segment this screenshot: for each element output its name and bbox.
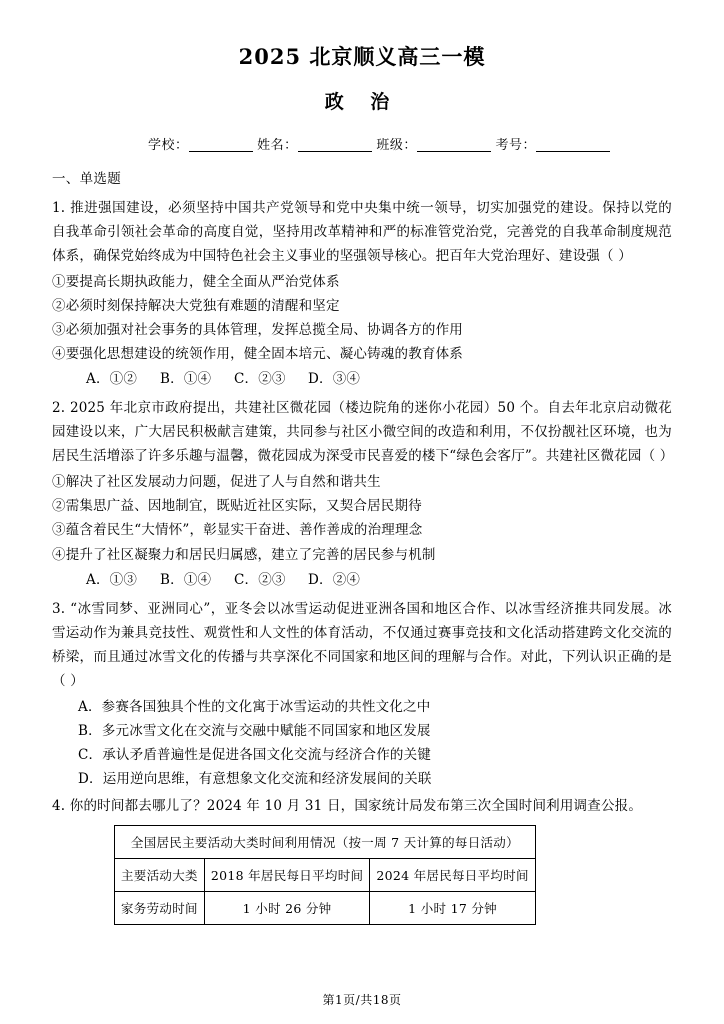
question-item: ②必须时刻保持解决大党独有难题的清醒和坚定 — [52, 298, 340, 315]
question-2 — [52, 396, 672, 592]
table-cell: 1 小时 17 分钟 — [370, 891, 536, 924]
question-text: 你的时间都去哪儿了？2024 年 10 月 31 日，国家统计局发布第三次全国时间利用调查公报。 — [69, 797, 643, 814]
question-item: ④提升了社区凝聚力和居民归属感，建立了完善的居民参与机制 — [52, 546, 436, 563]
question-number: 2. — [52, 400, 66, 417]
table-row — [115, 858, 536, 891]
question-stem — [52, 396, 672, 468]
question-number: 1. — [52, 199, 66, 216]
page-title: 2025 北京顺义高三一模 — [238, 44, 486, 69]
choice-c[interactable]: C．承认矛盾普遍性是促进各国文化交流与经济合作的关键 — [78, 746, 432, 763]
question-stem — [52, 794, 672, 818]
question-item: ①解决了社区发展动力问题，促进了人与自然和谐共生 — [52, 474, 381, 491]
answer-choices — [52, 366, 672, 392]
choice-b[interactable]: B．多元冰雪文化在交流与交融中赋能不同国家和地区发展 — [78, 722, 431, 739]
choice-d[interactable]: D．②④ — [308, 571, 361, 588]
choice-a[interactable]: A．①② — [86, 371, 138, 388]
name-label: 姓名： — [257, 137, 298, 153]
question-item: ④要强化思想建设的统领作用，健全固本培元、凝心铸魂的教育体系 — [52, 346, 463, 363]
choice-a[interactable]: A．①③ — [86, 571, 138, 588]
question-text: “冰雪同梦、亚洲同心”，亚冬会以冰雪运动促进亚洲各国和地区合作、以冰雪经济推共同发展。冰雪运动作为兼具竞技性、观赏性和人文性的体育活动，不仅通过赛事竞技和文化活动搭建跨文化交流的桥梁，而且通过冰雪文化的传播与共享深化不同国家和地区间的理解与合作。对此，下列认识正确的是（ ） — [52, 600, 672, 689]
question-item: ②需集思广益、因地制宜，既贴近社区实际，又契合居民期待 — [52, 498, 422, 515]
choice-b[interactable]: B．①④ — [160, 371, 212, 388]
school-field[interactable] — [189, 136, 253, 152]
question-item: ③必须加强对社会事务的具体管理，发挥总揽全局、协调各方的作用 — [52, 322, 463, 339]
question-4 — [52, 794, 672, 925]
choice-b[interactable]: B．①④ — [160, 571, 212, 588]
page-footer: 第1页/共18页 — [322, 993, 402, 1007]
choice-c[interactable]: C．②③ — [234, 571, 286, 588]
table-header-cell: 2024 年居民每日平均时间 — [370, 858, 536, 891]
student-info-line — [52, 134, 672, 153]
question-item: ①要提高长期执政能力，健全全面从严治党体系 — [52, 274, 340, 291]
table-caption: 全国居民主要活动大类时间利用情况（按一周 7 天计算的每日活动） — [115, 825, 536, 858]
class-field[interactable] — [417, 136, 491, 152]
question-3 — [52, 597, 672, 791]
choice-a[interactable]: A．参赛各国独具个性的文化寓于冰雪运动的共性文化之中 — [78, 698, 431, 715]
question-text: 2025 年北京市政府提出，共建社区微花园（楼边院角的迷你小花园）50 个。自去年北京启动微花园建设以来，广大居民积极献言建策，共同参与社区小微空间的改造和利用，不仅扮靓社区环境，也为居民生活增添了许多乐趣与温馨，微花园成为深受市民喜爱的楼下“绿色会客厅”。共建社区微花园（ ） — [52, 400, 674, 465]
school-label: 学校： — [148, 137, 189, 153]
choice-d[interactable]: D．③④ — [308, 371, 361, 388]
class-label: 班级： — [376, 137, 417, 153]
question-1 — [52, 196, 672, 392]
answer-choices — [52, 567, 672, 593]
table-row — [115, 825, 536, 858]
table-cell: 1 小时 26 分钟 — [204, 891, 370, 924]
question-number: 4. — [52, 797, 66, 814]
time-use-table — [114, 825, 536, 925]
question-text: 推进强国建设，必须坚持中国共产党领导和党中央集中统一领导，切实加强党的建设。保持以党的自我革命引领社会革命的高度自觉，坚持用改革精神和严的标准管党治党，完善党的自我革命制度规范体系，确保党始终成为中国特色社会主义事业的坚强领导核心。把百年大党治理好、建设强（ ） — [52, 199, 672, 265]
question-item: ③蕴含着民生“大情怀”，彰显实干奋进、善作善成的治理理念 — [52, 522, 423, 539]
question-number: 3. — [52, 600, 66, 617]
exam-no-label: 考号： — [495, 137, 536, 153]
question-stem — [52, 597, 672, 693]
table-header-cell: 主要活动大类 — [115, 858, 205, 891]
choice-d[interactable]: D．运用逆向思维，有意想象文化交流和经济发展间的关联 — [78, 770, 432, 787]
question-stem — [52, 196, 672, 268]
exam-no-field[interactable] — [536, 136, 610, 152]
table-cell: 家务劳动时间 — [115, 891, 205, 924]
table-header-cell: 2018 年居民每日平均时间 — [204, 858, 370, 891]
choice-c[interactable]: C．②③ — [234, 371, 286, 388]
table-row — [115, 891, 536, 924]
section-heading: 一、单选题 — [52, 170, 121, 187]
page-subtitle: 政 治 — [324, 91, 400, 114]
name-field[interactable] — [298, 136, 372, 152]
